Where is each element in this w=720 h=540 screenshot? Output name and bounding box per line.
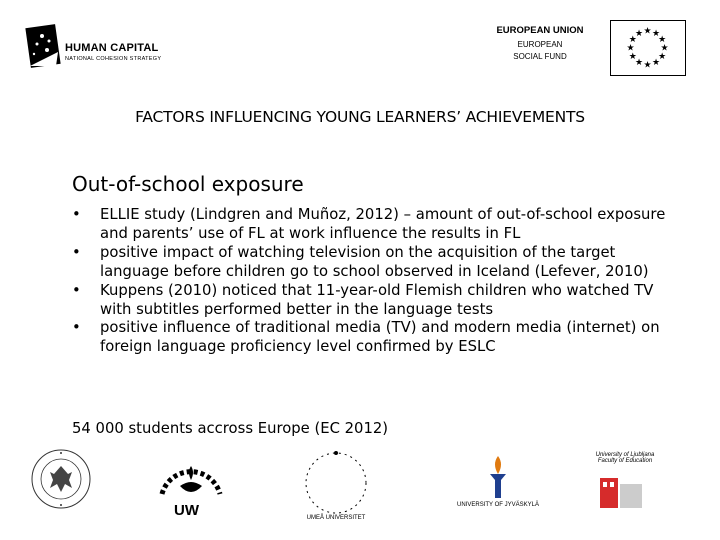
faculty-line1: University of Ljubljana — [595, 452, 655, 458]
pedagogical-faculty-uw-logo — [150, 452, 232, 522]
lamp-emblem-icon — [150, 452, 232, 504]
slide-title: FACTORS INFLUENCING YOUNG LEARNERS’ ACHIEVEMENTS — [135, 108, 585, 126]
eu-star-icon: ★ — [658, 51, 667, 61]
eu-flag-icon — [610, 20, 686, 76]
umea-university-logo — [292, 445, 380, 523]
eu-star-icon: ★ — [628, 51, 637, 61]
human-capital-title: HUMAN CAPITAL — [65, 42, 159, 54]
slide-subtitle: Out-of-school exposure — [72, 172, 304, 196]
faculty-building-icon — [580, 464, 670, 514]
jyvaskyla-text: UNIVERSITY OF JYVÄSKYLÄ — [457, 502, 539, 508]
umea-text: UMEÅ UNIVERSITET — [306, 515, 366, 521]
eu-star-icon: ★ — [643, 25, 652, 36]
bullet-list — [72, 206, 682, 357]
eu-star-icon: ★ — [658, 34, 667, 44]
eu-star-icon: ★ — [634, 27, 644, 38]
bullet-item: • Kuppens (2010) noticed that 11-year-old Flemish children who watched TV with subtitles performed better in the language tests — [72, 282, 682, 320]
jyvaskyla-university-logo — [448, 452, 548, 514]
eu-star-icon: ★ — [651, 57, 661, 68]
bullet-item: • positive impact of watching television on the acquisition of the target language before children go to school observed in Iceland (Lefever, 2010) — [72, 244, 682, 282]
eu-star-icon: ★ — [643, 59, 652, 70]
eu-star-icon: ★ — [660, 42, 669, 53]
bullet-item: • ELLIE study (Lindgren and Muñoz, 2012) – amount of out-of-school exposure and parents’ use of FL at work influence the results in FL — [72, 206, 682, 244]
human-capital-emblem-icon — [22, 22, 64, 70]
closing-line: 54 000 students accross Europe (EC 2012) — [72, 420, 389, 437]
umea-seal-icon — [292, 445, 380, 517]
eu-title: EUROPEAN UNION — [496, 25, 584, 36]
eu-line1: EUROPEAN — [517, 40, 563, 49]
eu-line2: SOCIAL FUND — [513, 52, 567, 61]
eu-star-icon: ★ — [626, 42, 635, 53]
faculty-line2: Faculty of Education — [597, 458, 653, 464]
human-capital-subtitle: NATIONAL COHESION STRATEGY — [65, 56, 162, 62]
eu-logo-text — [480, 25, 600, 61]
torch-icon — [448, 452, 548, 502]
uw-logo-text: UW — [174, 502, 199, 519]
warsaw-university-seal-icon — [30, 448, 92, 510]
eu-stars-icon — [611, 21, 684, 74]
faculty-of-education-logo — [580, 452, 670, 522]
eu-star-icon: ★ — [634, 57, 644, 68]
eu-star-icon: ★ — [628, 34, 637, 44]
eu-star-icon: ★ — [651, 27, 661, 38]
bullet-item: • positive influence of traditional media (TV) and modern media (internet) on foreign language proficiency level confirmed by ESLC — [72, 319, 682, 357]
